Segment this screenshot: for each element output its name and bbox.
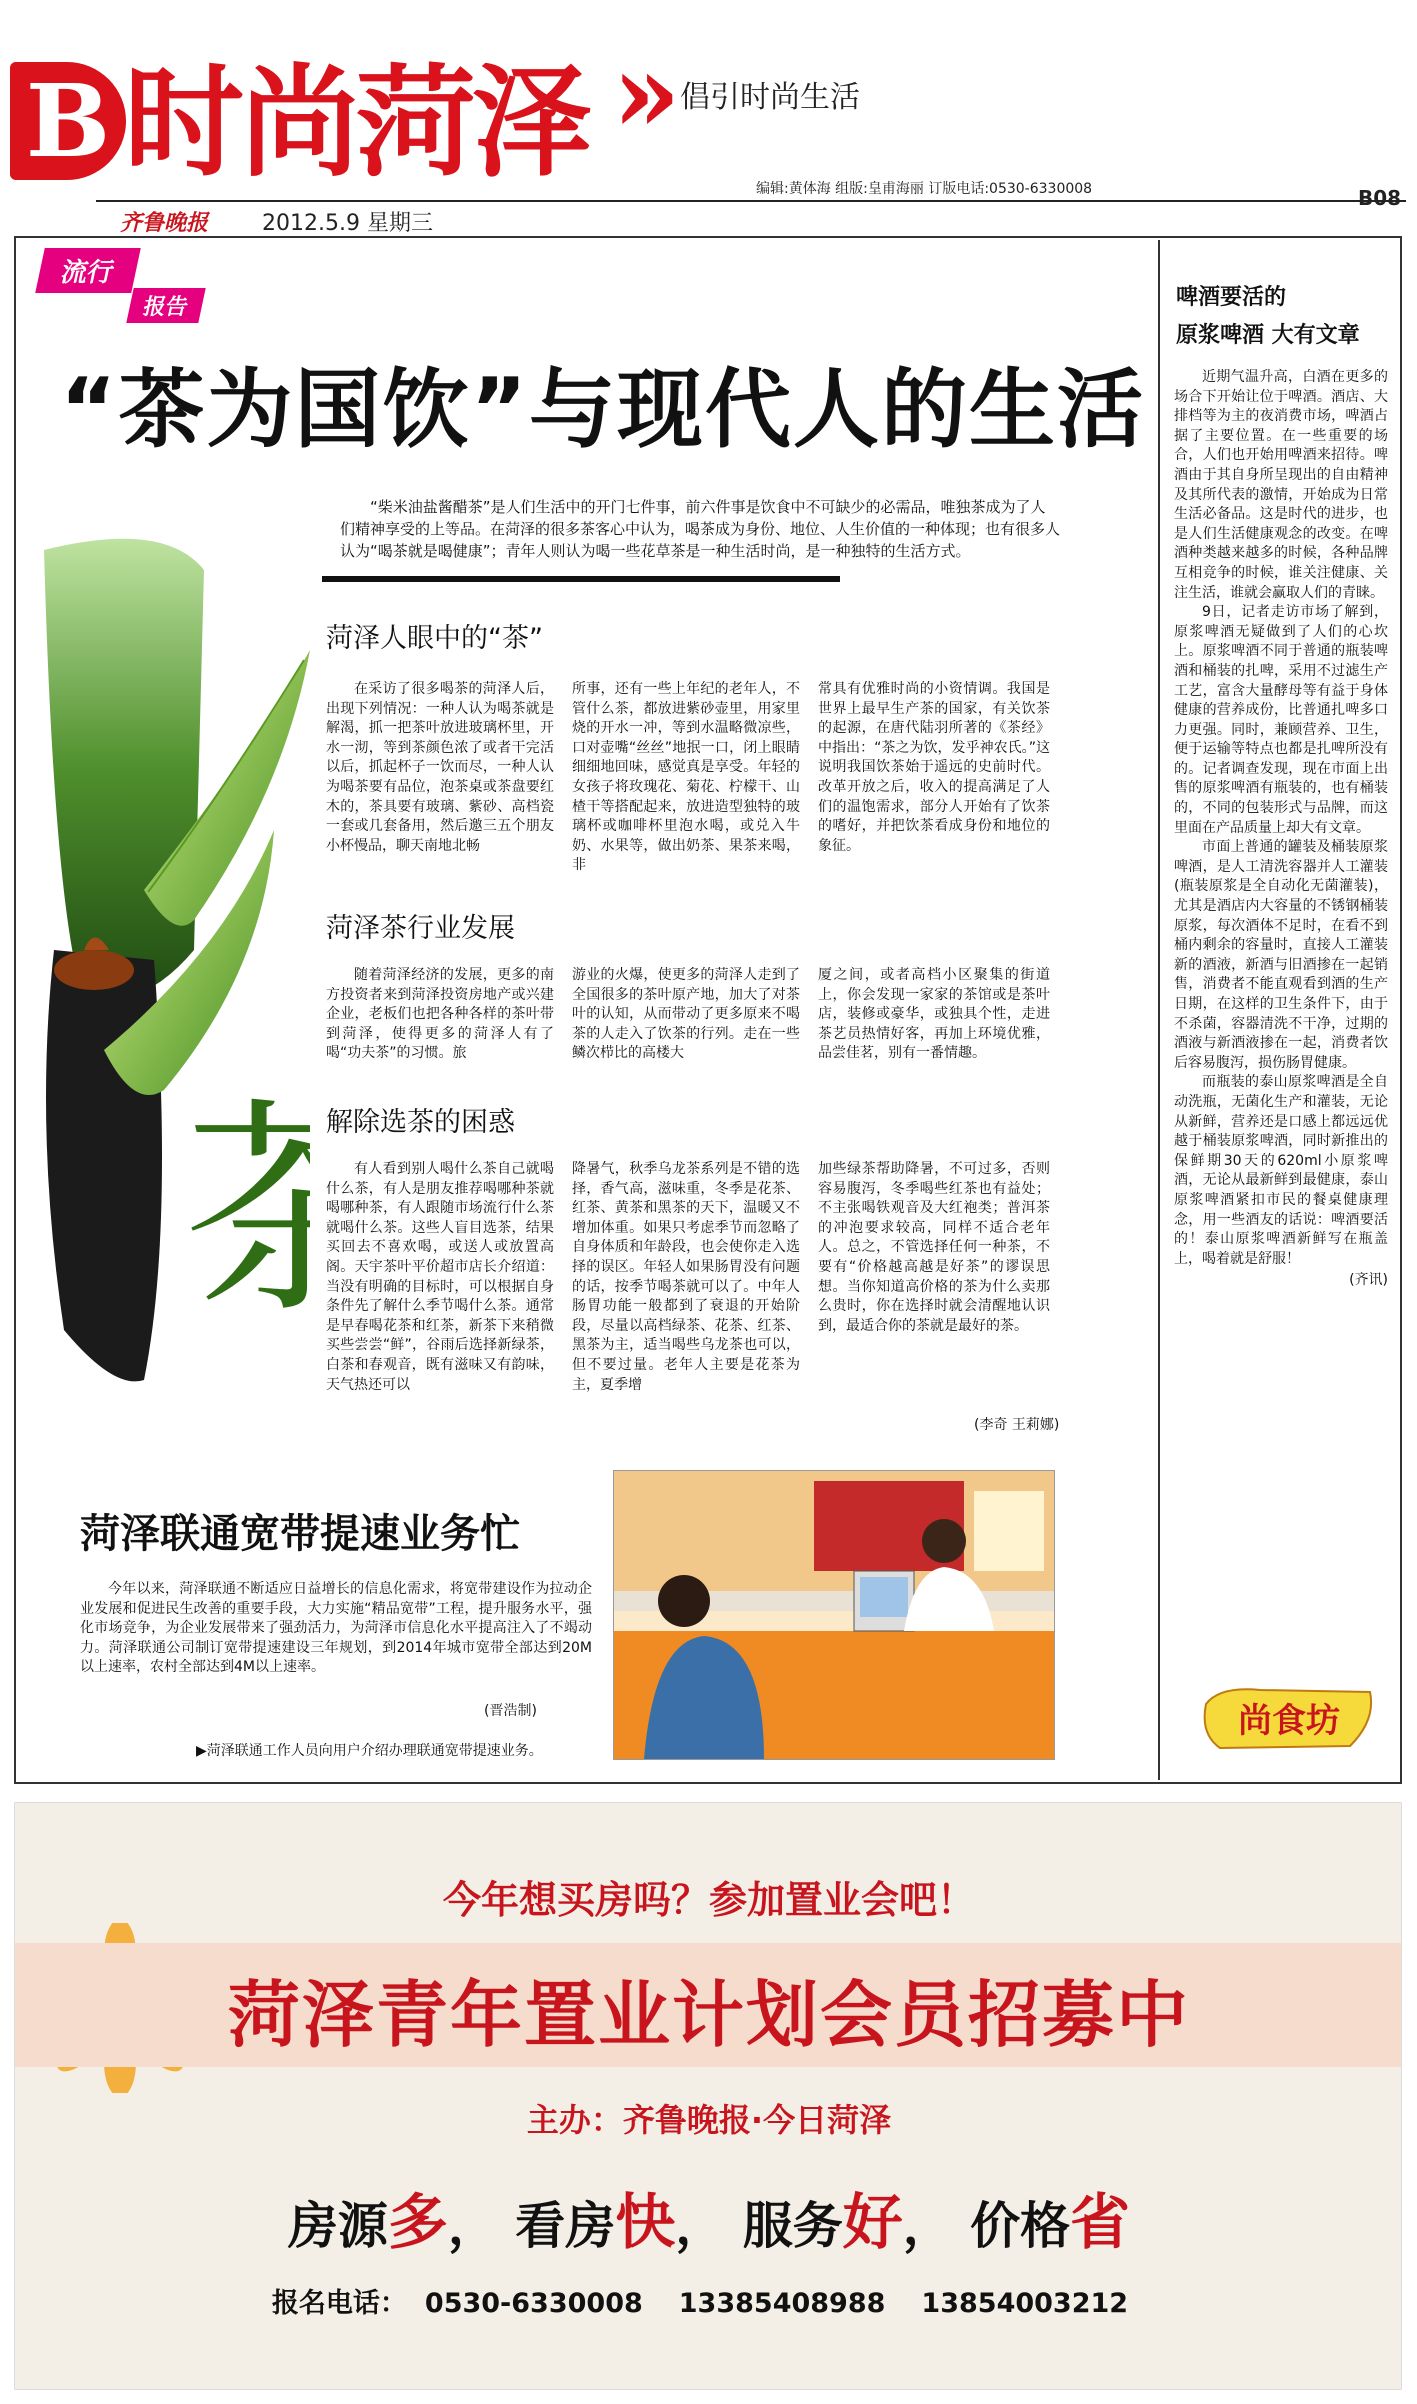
ad-benefit-highlight: 好: [842, 2188, 903, 2258]
broadband-body: 今年以来，菏泽联通不断适应日益增长的信息化需求，将宽带建设作为拉动企业发展和促进民生改善的重要手段，大力实施“精品宽带”工程，提升服务水平，强化市场竞争，为企业发展带来了强劲活力，为菏泽市信息化水平提高注入了不竭动力。菏泽联通公司制订宽带提速建设三年规划，到2014年城市宽带全部达到20M以上速率，农村全部达到4M以上速率。: [80, 1581, 592, 1676]
section-title-1: 菏泽人眼中的“茶”: [326, 623, 543, 654]
header-rule: [96, 200, 1406, 202]
section2-col3: 厦之间，或者高档小区聚集的街道上，你会发现一家家的茶馆或是茶叶店，装修或豪华，或独具个性，走进茶艺员热情好客，再加上环境优雅，品尝佳茗，别有一番情趣。: [818, 967, 1050, 1062]
beer-headline-1: 啤酒要活的: [1176, 285, 1287, 310]
headline: “茶为国饮”与现代人的生活: [60, 360, 1146, 460]
section-slogan: 倡引时尚生活: [680, 80, 860, 115]
ad-benefit-highlight: 省: [1070, 2188, 1131, 2258]
ad-tagline: 今年想买房吗？参加置业会吧！: [442, 1878, 975, 1922]
tea-plantation-image: [24, 530, 310, 1410]
broadband-photo: [613, 1470, 1055, 1760]
beer-paragraph: 市面上普通的罐装及桶装原浆啤酒，是人工清洗容器并人工灌装(瓶装原浆是全自动化无菌灌装)，尤其是酒店内大容量的不锈钢桶装原浆，每次酒体不足时，在看不到桶内剩余的容量时，直接人工灌装新的酒液，新酒与旧酒掺在一起销售，消费者不能直观看到酒的生产日期，在这样的卫生条件下，由于不杀菌，容器清洗不干净，过期的酒液与新酒液掺在一起，消费者饮后容易腹泻，损伤肠胃健康。: [1174, 839, 1388, 1071]
beer-paragraph: 近期气温升高，白酒在更多的场合下开始让位于啤酒。酒店、大排档等为主的夜消费市场，啤酒占据了主要位置。在一些重要的场合，人们也开始用啤酒来招待。啤酒由于其自身所呈现出的自由精神及其所代表的激情，开始成为日常生活必备品。这是时代的进步，也是人们生活健康观念的改变。在啤酒种类越来越多的时候，各种品牌互相竞争的时候，谁关注健康、关注生活，谁就会赢取人们的青睐。: [1174, 369, 1388, 601]
section1-col1: 在采访了很多喝茶的菏泽人后，出现下列情况：一种人认为喝茶就是解渴，抓一把茶叶放进玻璃杯里，开水一沏，等到茶颜色浓了或者干完活以后，抓起杯子一饮而尽，一种人认为喝茶要有品位，泡茶桌或茶盘要红木的，茶具要有玻璃、紫砂、高档瓷一套或几套备用，然后邀三五个朋友小杯慢品，聊天南地北畅: [326, 681, 554, 854]
section3-col1: 有人看到别人喝什么茶自己就喝什么茶，有人是朋友推荐喝哪种茶就喝哪种茶，有人跟随市场流行什么茶就喝什么茶。这些人盲目选茶，结果买回去不喜欢喝，或送人或放置高阁。天宇茶叶平价超市店长介绍道：当没有明确的目标时，可以根据自身条件先了解什么季节喝什么茶。通常是早春喝花茶和红茶，新茶下来稍微买些尝尝“鲜”，谷雨后选择新绿茶，白茶和春观音，既有滋味又有韵味，天气热还可以: [326, 1161, 554, 1393]
section1-col2: 所事，还有一些上年纪的老年人，不管什么茶，都放进紫砂壶里，用家里烧的开水一冲，等到水温略微凉些，口对壶嘴“丝丝”地抿一口，闭上眼睛细细地回味，感觉真是享受。年轻的女孩子将玫瑰花、菊花、柠檬干、山楂干等搭配起来，放进造型独特的玻璃杯或咖啡杯里泡水喝，或兑入牛奶、水果等，做出奶茶、果茶来喝，非: [572, 681, 800, 874]
editor-credits: 编辑:黄体海 组版:皇甫海丽 订版电话:0530-6330008: [756, 181, 1093, 197]
ad-phone: 13385408988: [678, 2288, 886, 2319]
issue-date: 2012.5.9 星期三: [262, 211, 433, 236]
quote-mark-icon: »: [612, 28, 681, 157]
section1-col3: 常具有优雅时尚的小资情调。我国是世界上最早生产茶的国家，有关饮茶的起源，在唐代陆羽所著的《茶经》中指出：“茶之为饮，发乎神农氏。”这说明我国饮茶始于遥远的史前时代。改革开放之后，收入的提高满足了人们的温饱需求，部分人开始有了饮茶的嗜好，并把饮茶看成身份和地位的象征。: [818, 681, 1050, 854]
section3-col2: 降暑气，秋季乌龙茶系列是不错的选择，香气高，滋味重，冬季是花茶、红茶、黄茶和黑茶的天下，温暖又不增加体重。如果只考虑季节而忽略了自身体质和年龄段，也会使你走入选择的误区。年轻人如果肠胃没有问题的话，按季节喝茶就可以了。中年人肠胃功能一般都到了衰退的开始阶段，尽量以高档绿茶、花茶、红茶、黑茶为主，适当喝些乌龙茶也可以，但不要过量。老年人主要是花茶为主，夏季增: [572, 1161, 800, 1393]
broadband-headline: 菏泽联通宽带提速业务忙: [80, 1511, 520, 1557]
ad-phones: [15, 2281, 1402, 2320]
svg-text:茶: 茶: [184, 1078, 310, 1345]
broadband-byline: (晋浩制): [484, 1703, 537, 1719]
page-number: B08: [1358, 186, 1402, 210]
ad-phone: 13854003212: [921, 2288, 1129, 2319]
ad-benefit-sep: ，: [902, 2197, 953, 2255]
section2-col2: 游业的火爆，使更多的菏泽人走到了全国很多的茶叶原产地，加大了对茶叶的认知，从而带动了更多原来不喝茶的人走入了饮茶的行列。走在一些鳞次栉比的高楼大: [572, 967, 800, 1062]
beer-paragraph: 9日，记者走访市场了解到，原浆啤酒无疑做到了人们的心坎上。原浆啤酒不同于普通的瓶装啤酒和桶装的扎啤，采用不过滤生产工艺，富含大量酵母等有益于身体健康的营养成份，比普通扎啤多口力更强。同时，兼顾营养、卫生，便于运输等特点也都是扎啤所没有的。记者调查发现，现在市面上出售的原浆啤酒有瓶装的，也有桶装的，不同的包装形式与品牌，而这里面在产品质量上却大有文章。: [1174, 604, 1388, 836]
ad-benefit-highlight: 快: [615, 2188, 676, 2258]
ad-phone: 0530-6330008: [424, 2288, 643, 2319]
beer-article-body: [1174, 368, 1388, 1289]
ad-organizer: 主办：齐鲁晚报·今日菏泽: [526, 2101, 892, 2139]
intro-rule: [322, 576, 840, 582]
ad-benefits: [15, 2175, 1402, 2261]
ad-benefit-label: 房源: [287, 2197, 388, 2255]
ad-benefit-sep: ，: [447, 2197, 498, 2255]
section2-col1: 随着菏泽经济的发展，更多的南方投资者来到菏泽投资房地产或兴建企业，老板们也把各种各样的茶叶带到菏泽，使得更多的菏泽人有了喝“功夫茶”的习惯。旅: [326, 967, 554, 1062]
shangshifang-logo: [1200, 1684, 1378, 1754]
tea-illustration: [24, 530, 310, 1410]
column-divider: [1158, 240, 1160, 1780]
ad-phone-label: 报名电话：: [271, 2288, 407, 2319]
beer-headline-2: 原浆啤酒 大有文章: [1176, 323, 1360, 348]
svg-text:尚食坊: 尚食坊: [1238, 1701, 1340, 1741]
tea-character: [184, 1078, 310, 1345]
real-estate-ad: [14, 1802, 1402, 2390]
ad-title: 菏泽青年置业计划会员招募中: [227, 1973, 1190, 2057]
broadband-photo-caption: ▶菏泽联通工作人员向用户介绍办理联通宽带提速业务。: [196, 1743, 543, 1759]
section-letter-badge: B: [10, 62, 126, 180]
section3-col3: 加些绿茶帮助降暑，不可过多，否则容易腹泻，冬季喝些红茶也有益处；不主张喝铁观音及大红袍类；普洱茶的冲泡要求较高，同样不适合老年人。总之，不管选择任何一种茶，不要有“价格越高越是好茶”的谬误思想。当你知道高价格的茶为什么卖那么贵时，你在选择时就会清醒地认识到，最适合你的茶就是最好的茶。: [818, 1161, 1050, 1334]
ad-benefit-label: 看房: [515, 2197, 616, 2255]
ad-benefit-label: 价格: [970, 2197, 1071, 2255]
section-title-2: 菏泽茶行业发展: [326, 913, 515, 944]
tea-byline: (李奇 王莉娜): [974, 1417, 1060, 1433]
section-title: 时尚菏泽: [124, 52, 588, 193]
ad-benefit-highlight: 多: [387, 2188, 448, 2258]
article-intro: “柴米油盐酱醋茶”是人们生活中的开门七件事，前六件事是饮食中不可缺少的必需品，唯独茶成为了人们精神享受的上等品。在菏泽的很多茶客心中认为，喝茶成为身份、地位、人生价值的一种体现；也有很多人认为“喝茶就是喝健康”；青年人则认为喝一些花草茶是一种生活时尚，是一种独特的生活方式。: [340, 498, 1061, 560]
newspaper-name: 齐鲁晚报: [120, 210, 209, 236]
ad-benefit-sep: ，: [675, 2197, 726, 2255]
trend-report-logo-top: 流行: [35, 248, 141, 293]
ad-benefit-label: 服务: [742, 2197, 843, 2255]
trend-report-logo-bottom: 报告: [126, 288, 205, 323]
beer-byline: (齐讯): [1349, 1272, 1388, 1289]
section-title-3: 解除选茶的困惑: [326, 1107, 515, 1138]
beer-paragraph: 而瓶装的泰山原浆啤酒是全自动洗瓶，无菌化生产和灌装，无论从新鲜，营养还是口感上都远远优越于桶装原浆啤酒，同时新推出的保鲜期30天的620ml小原浆啤酒，无论从最新鲜到最健康，泰山原浆啤酒紧扣市民的餐桌健康理念，用一些酒友的话说：啤酒要活的！泰山原浆啤酒新鲜写在瓶盖上，喝着就是舒服！: [1174, 1074, 1388, 1267]
